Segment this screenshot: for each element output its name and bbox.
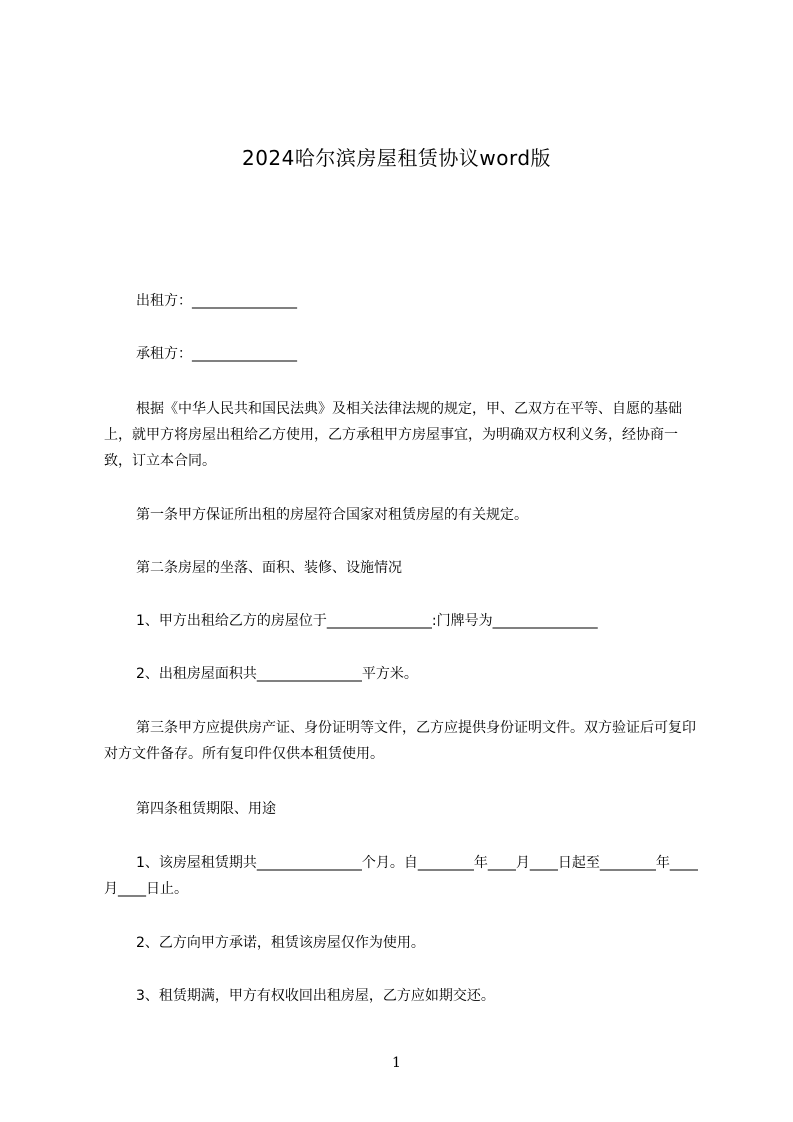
article-4-item-3: 3、租赁期满，甲方有权收回出租房屋，乙方应如期交还。 xyxy=(136,988,495,1004)
article-2-heading: 第二条房屋的坐落、面积、装修、设施情况 xyxy=(136,560,402,576)
article-4-item-1: 1、该房屋租赁期共_______________个月。自________年____月____日起至________年____月____日止。 xyxy=(104,855,698,897)
article-4-item-2: 2、乙方向甲方承诺，租赁该房屋仅作为使用。 xyxy=(136,935,425,951)
article-2-item-2: 2、出租房屋面积共_______________平方米。 xyxy=(136,666,418,682)
article-1: 第一条甲方保证所出租的房屋符合国家对租赁房屋的有关规定。 xyxy=(136,507,528,523)
lessor-line: 出租方：_______________ xyxy=(136,293,297,309)
document-title: 2024哈尔滨房屋租赁协议word版 xyxy=(241,146,552,170)
preamble-paragraph: 根据《中华人民共和国民法典》及相关法律法规的规定，甲、乙双方在平等、自愿的基础上，就甲方将房屋出租给乙方使用，乙方承租甲方房屋事宜，为明确双方权利义务，经协商一致，订立本合同。 xyxy=(104,401,682,469)
page-number: 1 xyxy=(392,1055,401,1071)
article-3-paragraph: 第三条甲方应提供房产证、身份证明等文件，乙方应提供身份证明文件。双方验证后可复印对方文件备存。所有复印件仅供本租赁使用。 xyxy=(104,720,696,762)
lessee-line: 承租方：_______________ xyxy=(136,346,297,362)
article-4-heading: 第四条租赁期限、用途 xyxy=(136,801,276,817)
article-2-item-1: 1、甲方出租给乙方的房屋位于_______________:门牌号为_______________ xyxy=(136,613,598,629)
